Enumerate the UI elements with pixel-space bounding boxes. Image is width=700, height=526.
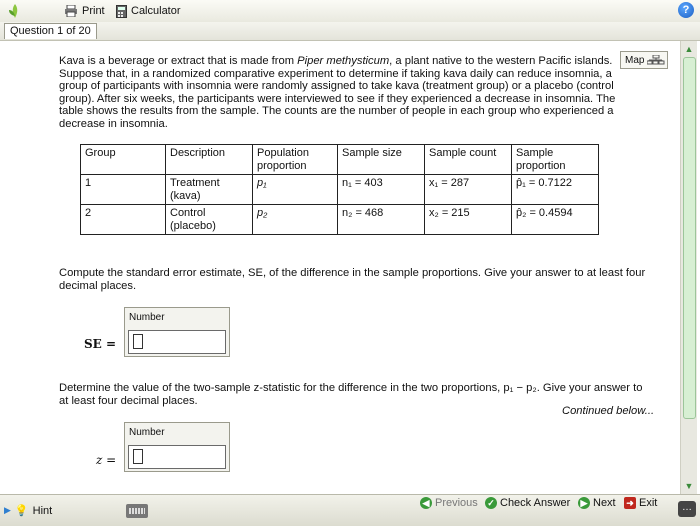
z-number-box [124, 422, 230, 472]
print-label: Print [82, 5, 105, 17]
hint-button[interactable] [4, 504, 52, 517]
scroll-up-icon[interactable]: ▲ [684, 44, 694, 54]
print-button[interactable] [64, 3, 105, 19]
z-equation-label: z = [96, 453, 117, 467]
cell-population-proportion: p₂ [253, 205, 338, 235]
se-box-label: Number [129, 312, 165, 323]
calculator-button[interactable] [116, 3, 181, 19]
continued-note: Continued below... [562, 405, 655, 417]
cell-description: Treatment (kava) [166, 175, 253, 205]
results-table [80, 144, 599, 235]
cell-group: 1 [81, 175, 166, 205]
scrollbar-thumb[interactable] [683, 57, 696, 419]
header-description: Description [166, 145, 253, 175]
cell-sample-proportion: p̂₂ = 0.4594 [512, 205, 599, 235]
more-options-button[interactable]: … [678, 501, 696, 517]
previous-arrow-icon: ◀ [420, 497, 432, 509]
header-sample-proportion: Sample proportion [512, 145, 599, 175]
bottom-toolbar [0, 494, 700, 526]
z-box-label: Number [129, 427, 165, 438]
next-arrow-icon: ▶ [578, 497, 590, 509]
question-2-text: Determine the value of the two-sample z-statistic for the difference in the two proportions, p₁ − p₂. Give your answer to at least four decimal places. [59, 382, 643, 407]
lightbulb-icon: 💡 [14, 505, 29, 517]
cell-sample-count: x₁ = 287 [425, 175, 512, 205]
exit-button[interactable] [624, 497, 657, 509]
exit-door-icon: ➜ [624, 497, 636, 509]
header-group: Group [81, 145, 166, 175]
intro-paragraph [59, 55, 619, 130]
cell-population-proportion: p₁ [253, 175, 338, 205]
se-equation-label: SE = [84, 337, 117, 351]
intro-text-2: , a plant native to the western Pacific islands. Suppose that, in a randomized comparative experiment to determine if taking kava daily can reduce insomnia, a group of participants with insomnia were randomly assigned to take kava (treatment group) or a placebo (control group). After six weeks, the participants were interviewed to see if they experienced a decrease in insomnia. The table shows the results from the sample. The counts are the number of people in each group who experienced a decrease in insomnia. [59, 55, 616, 130]
question-bar [0, 22, 700, 41]
check-answer-label: Check Answer [500, 497, 571, 509]
header-population-proportion: Population proportion [253, 145, 338, 175]
next-button[interactable] [578, 497, 616, 509]
map-button[interactable] [620, 51, 668, 69]
question-1-text: Compute the standard error estimate, SE, of the difference in the sample proportions. Give your answer to at least four decimal places. [59, 267, 646, 292]
app-logo-icon [6, 2, 24, 20]
vertical-scrollbar[interactable] [680, 41, 697, 494]
header-sample-count: Sample count [425, 145, 512, 175]
table-header-row [81, 145, 599, 175]
se-input[interactable] [133, 334, 143, 349]
cell-description: Control (placebo) [166, 205, 253, 235]
printer-icon [64, 5, 78, 17]
table-row [81, 205, 599, 235]
hint-label: Hint [32, 504, 53, 517]
cell-sample-proportion: p̂₁ = 0.7122 [512, 175, 599, 205]
header-sample-size: Sample size [338, 145, 425, 175]
help-button[interactable]: ? [678, 2, 694, 18]
top-toolbar [0, 0, 700, 23]
cell-group: 2 [81, 205, 166, 235]
next-label: Next [593, 497, 616, 509]
map-tree-icon [647, 55, 665, 65]
calculator-icon [116, 5, 127, 18]
cell-sample-size: n₁ = 403 [338, 175, 425, 205]
previous-label: Previous [435, 497, 478, 509]
cell-sample-size: n₂ = 468 [338, 205, 425, 235]
question-content [0, 41, 680, 494]
previous-button[interactable] [420, 497, 478, 509]
expand-arrow-icon: ▶ [4, 505, 11, 515]
z-input-wrap[interactable] [128, 445, 226, 469]
question-counter-tab[interactable]: Question 1 of 20 [4, 23, 97, 39]
table-row [81, 175, 599, 205]
intro-text-1: Kava is a beverage or extract that is made from [59, 55, 298, 67]
species-name: Piper methysticum [297, 55, 390, 67]
se-input-wrap[interactable] [128, 330, 226, 354]
check-icon: ✓ [485, 497, 497, 509]
check-answer-button[interactable] [485, 497, 570, 509]
cell-sample-count: x₂ = 215 [425, 205, 512, 235]
map-label: Map [625, 55, 645, 66]
exit-label: Exit [639, 497, 658, 509]
z-input[interactable] [133, 449, 143, 464]
se-number-box [124, 307, 230, 357]
scroll-down-icon[interactable]: ▼ [684, 481, 694, 491]
keyboard-icon[interactable] [126, 504, 148, 518]
calculator-label: Calculator [131, 5, 181, 17]
